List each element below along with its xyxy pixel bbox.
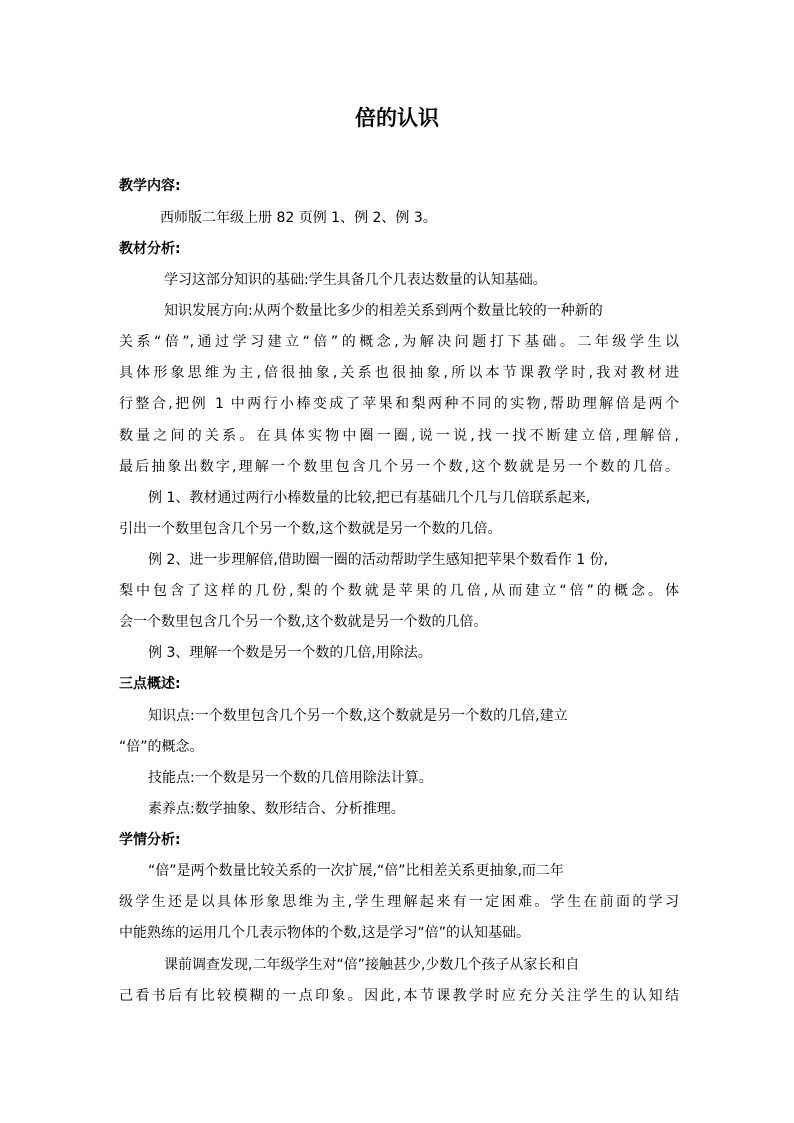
students-line: 级学生还是以具体形象思维为主,学生理解起来有一定困难。学生在前面的学习: [119, 894, 679, 910]
section-heading-content: 教学内容:: [119, 178, 181, 194]
analysis-line: 学习这部分知识的基础:学生具备几个几表达数量的认知基础。: [164, 272, 547, 288]
students-line: “倍”是两个数量比较关系的一次扩展,“倍”比相差关系更抽象,而二年: [148, 863, 564, 879]
analysis-line: 引出一个数里包含几个另一个数,这个数就是另一个数的几倍。: [119, 521, 502, 537]
analysis-line: 数量之间的关系。在具体实物中圈一圈,说一说,找一找不断建立倍,理解倍,: [119, 428, 679, 444]
students-line: 中能熟练的运用几个几表示物体的个数,这是学习“倍”的认知基础。: [119, 925, 530, 941]
document-title: 倍的认识: [355, 106, 439, 130]
three-points-line: “倍”的概念。: [119, 739, 204, 755]
three-points-line: 知识点:一个数里包含几个另一个数,这个数就是另一个数的几倍,建立: [148, 708, 568, 724]
three-points-line: 技能点:一个数是另一个数的几倍用除法计算。: [148, 770, 433, 786]
students-line: 己看书后有比较模糊的一点印象。因此,本节课教学时应充分关注学生的认知结: [119, 988, 679, 1004]
analysis-line: 具体形象思维为主,倍很抽象,关系也很抽象,所以本节课教学时,我对教材进: [119, 365, 679, 381]
analysis-line: 例 2、进一步理解倍,借助圈一圈的活动帮助学生感知把苹果个数看作 1 份,: [148, 552, 609, 568]
section-heading-analysis: 教材分析:: [119, 241, 181, 257]
analysis-line: 最后抽象出数字,理解一个数里包含几个另一个数,这个数就是另一个数的几倍。: [119, 459, 679, 475]
analysis-line: 关系“倍”,通过学习建立“倍”的概念,为解决问题打下基础。二年级学生以: [119, 334, 679, 350]
section-heading-three-points: 三点概述:: [119, 676, 181, 692]
students-line: 课前调查发现,二年级学生对“倍”接触甚少,少数几个孩子从家长和自: [164, 957, 580, 973]
analysis-line: 行整合,把例 1 中两行小棒变成了苹果和梨两种不同的实物,帮助理解倍是两个: [119, 396, 679, 412]
analysis-line: 例 3、理解一个数是另一个数的几倍,用除法。: [148, 645, 432, 661]
content-text: 西师版二年级上册 82 页例 1、例 2、例 3。: [160, 210, 437, 226]
analysis-line: 例 1、教材通过两行小棒数量的比较,把已有基础几个几与几倍联系起来,: [148, 490, 591, 506]
three-points-line: 素养点:数学抽象、数形结合、分析推理。: [148, 801, 405, 817]
analysis-line: 会一个数里包含几个另一个数,这个数就是另一个数的几倍。: [119, 614, 488, 630]
analysis-line: 知识发展方向:从两个数量比多少的相差关系到两个数量比较的一种新的: [164, 303, 603, 319]
section-heading-students: 学情分析:: [119, 832, 181, 848]
analysis-line: 梨中包含了这样的几份,梨的个数就是苹果的几倍,从而建立“倍”的概念。体: [119, 583, 679, 599]
